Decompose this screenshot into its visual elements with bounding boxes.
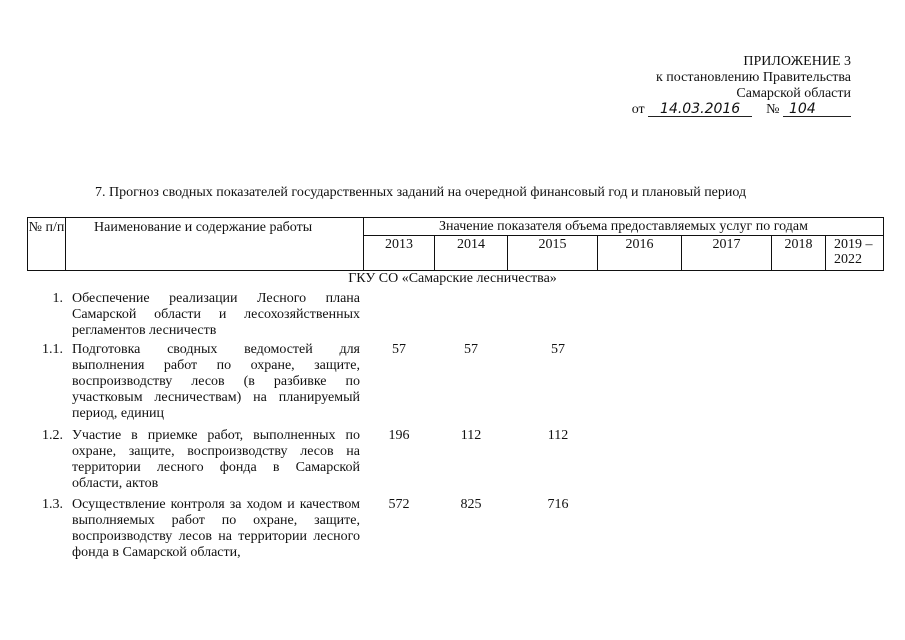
column-header-number: № п/п xyxy=(28,220,65,235)
table-row xyxy=(27,342,627,426)
handwritten-date: 14.03.2016 xyxy=(648,102,752,117)
divider xyxy=(65,218,66,270)
year-header: 2017 xyxy=(712,237,741,252)
organization-name: ГКУ СО «Самарские лесничества» xyxy=(348,271,557,286)
appendix-title: ПРИЛОЖЕНИЕ 3 xyxy=(743,54,851,69)
year-header: 2015 xyxy=(538,237,567,252)
year-header: 2018 xyxy=(784,237,813,252)
value-2013: 572 xyxy=(388,497,410,512)
row-number: 1.3. xyxy=(42,497,63,512)
row-text: Обеспечение реализации Лесного плана Самарской области и лесохозяйственных регламентов лесничеств xyxy=(72,291,360,338)
row-text: Осуществление контроля за ходом и качеством выполняемых работ по охране, защите, воспроизводству лесов на территории лесного фонда в Самарской области, xyxy=(72,497,360,560)
column-header-name: Наименование и содержание работы xyxy=(94,220,313,235)
value-2013: 57 xyxy=(392,342,406,357)
table-row xyxy=(27,428,627,496)
appendix-line-2: к постановлению Правительства xyxy=(655,70,851,85)
table-header xyxy=(27,217,884,271)
year-header: 2014 xyxy=(457,237,485,252)
divider xyxy=(363,235,883,236)
row-number: 1. xyxy=(52,291,63,306)
handwritten-number: 104 xyxy=(783,102,851,117)
table-row xyxy=(27,497,627,569)
value-2015: 716 xyxy=(547,497,569,512)
year-header: 2016 xyxy=(625,237,654,252)
appendix-header xyxy=(632,54,851,118)
value-2014: 57 xyxy=(464,342,478,357)
row-number: 1.2. xyxy=(42,428,63,443)
value-2015: 112 xyxy=(547,428,569,443)
value-2014: 825 xyxy=(460,497,482,512)
number-prefix: № xyxy=(766,102,780,117)
value-2013: 196 xyxy=(388,428,410,443)
appendix-line-3: Самарской области xyxy=(736,86,851,101)
year-header: 2013 xyxy=(385,237,413,252)
row-text: Подготовка сводных ведомостей для выполнения работ по охране, защите, воспроизводству лесов (в разбивке по участковым лесничествам) на планируемый период, единиц xyxy=(72,342,360,421)
value-2014: 112 xyxy=(460,428,482,443)
row-text: Участие в приемке работ, выполненных по охране, защите, воспроизводству лесов на территории лесного фонда в Самарской области, актов xyxy=(72,428,360,491)
year-header: 2019 – 2022 xyxy=(834,237,873,267)
table-row xyxy=(27,291,627,341)
row-number: 1.1. xyxy=(42,342,63,357)
date-prefix: от xyxy=(631,102,645,117)
section-title: 7. Прогноз сводных показателей государственных заданий на очередной финансовый год и плановый период xyxy=(95,185,747,200)
divider xyxy=(825,235,826,270)
appendix-date-line xyxy=(632,102,851,118)
value-2015: 57 xyxy=(551,342,565,357)
column-header-values: Значение показателя объема предоставляемых услуг по годам xyxy=(439,219,808,234)
